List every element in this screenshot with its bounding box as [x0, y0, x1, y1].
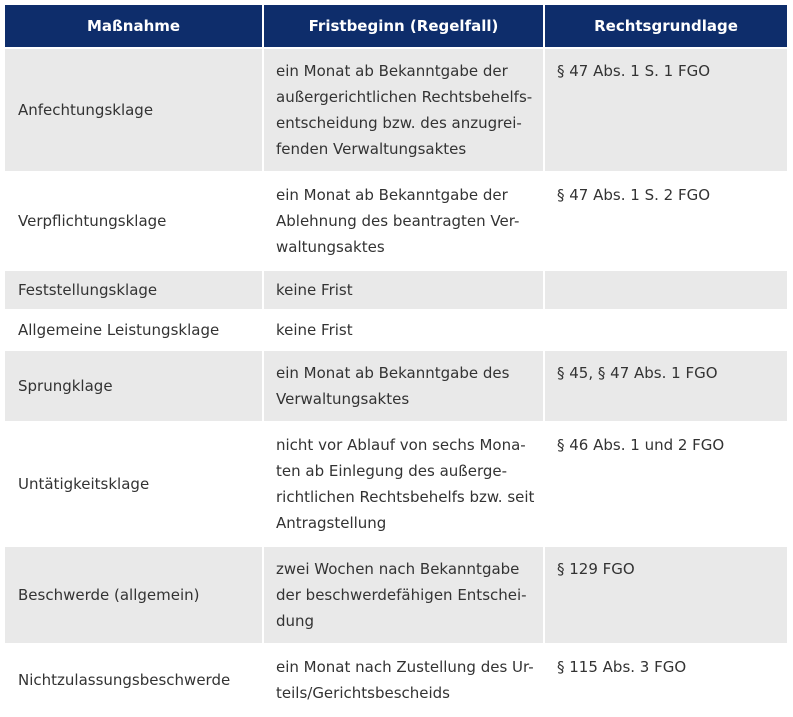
header-row: [5, 5, 787, 48]
deadline-line: entscheidung bzw. des anzugrei-: [276, 114, 522, 132]
legal-basis-cell: § 47 Abs. 1 S. 2 FGO: [544, 172, 787, 270]
deadline-line: dung: [276, 612, 315, 630]
table-row: [5, 310, 787, 350]
deadline-line: richtlichen Rechtsbehelfs bzw. seit: [276, 488, 535, 506]
deadline-line: ein Monat ab Bekanntgabe der: [276, 62, 508, 80]
table-row: [5, 172, 787, 270]
deadline-cell: [263, 172, 544, 270]
legal-basis-cell: [544, 310, 787, 350]
legal-basis-cell: § 115 Abs. 3 FGO: [544, 644, 787, 716]
deadline-cell: [263, 546, 544, 644]
deadline-cell: [263, 422, 544, 546]
deadline-line: Antragstellung: [276, 514, 387, 532]
deadline-line: ein Monat ab Bekanntgabe des: [276, 364, 510, 382]
deadline-line: waltungsaktes: [276, 238, 385, 256]
column-header-measure: Maßnahme: [5, 5, 263, 48]
deadline-line: keine Frist: [276, 281, 353, 299]
deadline-cell: [263, 644, 544, 716]
deadline-line: ein Monat nach Zustellung des Ur-: [276, 658, 534, 676]
table-row: [5, 422, 787, 546]
deadline-line: ein Monat ab Bekanntgabe der: [276, 186, 508, 204]
deadline-line: zwei Wochen nach Bekanntgabe: [276, 560, 520, 578]
deadline-line: ten ab Einlegung des außerge-: [276, 462, 508, 480]
measure-cell: Beschwerde (allgemein): [5, 546, 263, 644]
column-header-deadline: Fristbeginn (Regelfall): [263, 5, 544, 48]
deadline-cell: [263, 350, 544, 422]
measure-cell: Untätigkeitsklage: [5, 422, 263, 546]
deadline-cell: [263, 270, 544, 310]
legal-basis-cell: § 45, § 47 Abs. 1 FGO: [544, 350, 787, 422]
measure-cell: Allgemeine Leistungsklage: [5, 310, 263, 350]
table-row: [5, 546, 787, 644]
column-header-legal-basis: Rechtsgrundlage: [544, 5, 787, 48]
deadline-line: keine Frist: [276, 321, 353, 339]
table-row: [5, 350, 787, 422]
deadline-line: teils/Gerichtsbescheids: [276, 684, 451, 702]
legal-basis-cell: § 46 Abs. 1 und 2 FGO: [544, 422, 787, 546]
table-row: [5, 644, 787, 716]
measure-cell: Verpflichtungsklage: [5, 172, 263, 270]
table-row: [5, 270, 787, 310]
legal-basis-cell: § 47 Abs. 1 S. 1 FGO: [544, 48, 787, 172]
measure-cell: Feststellungsklage: [5, 270, 263, 310]
measure-cell: Nichtzulassungsbeschwerde: [5, 644, 263, 716]
legal-deadlines-table: [5, 5, 787, 717]
deadline-cell: [263, 48, 544, 172]
measure-cell: Anfechtungsklage: [5, 48, 263, 172]
legal-basis-cell: [544, 270, 787, 310]
deadline-cell: [263, 310, 544, 350]
deadline-line: Verwaltungsaktes: [276, 390, 410, 408]
deadline-line: der beschwerdefähigen Entschei-: [276, 586, 527, 604]
measure-cell: Sprungklage: [5, 350, 263, 422]
deadline-line: außergerichtlichen Rechtsbehelfs-: [276, 88, 533, 106]
deadline-line: nicht vor Ablauf von sechs Mona-: [276, 436, 526, 454]
deadline-line: Ablehnung des beantragten Ver-: [276, 212, 520, 230]
deadline-line: fenden Verwaltungsaktes: [276, 140, 467, 158]
legal-basis-cell: § 129 FGO: [544, 546, 787, 644]
table-row: [5, 48, 787, 172]
